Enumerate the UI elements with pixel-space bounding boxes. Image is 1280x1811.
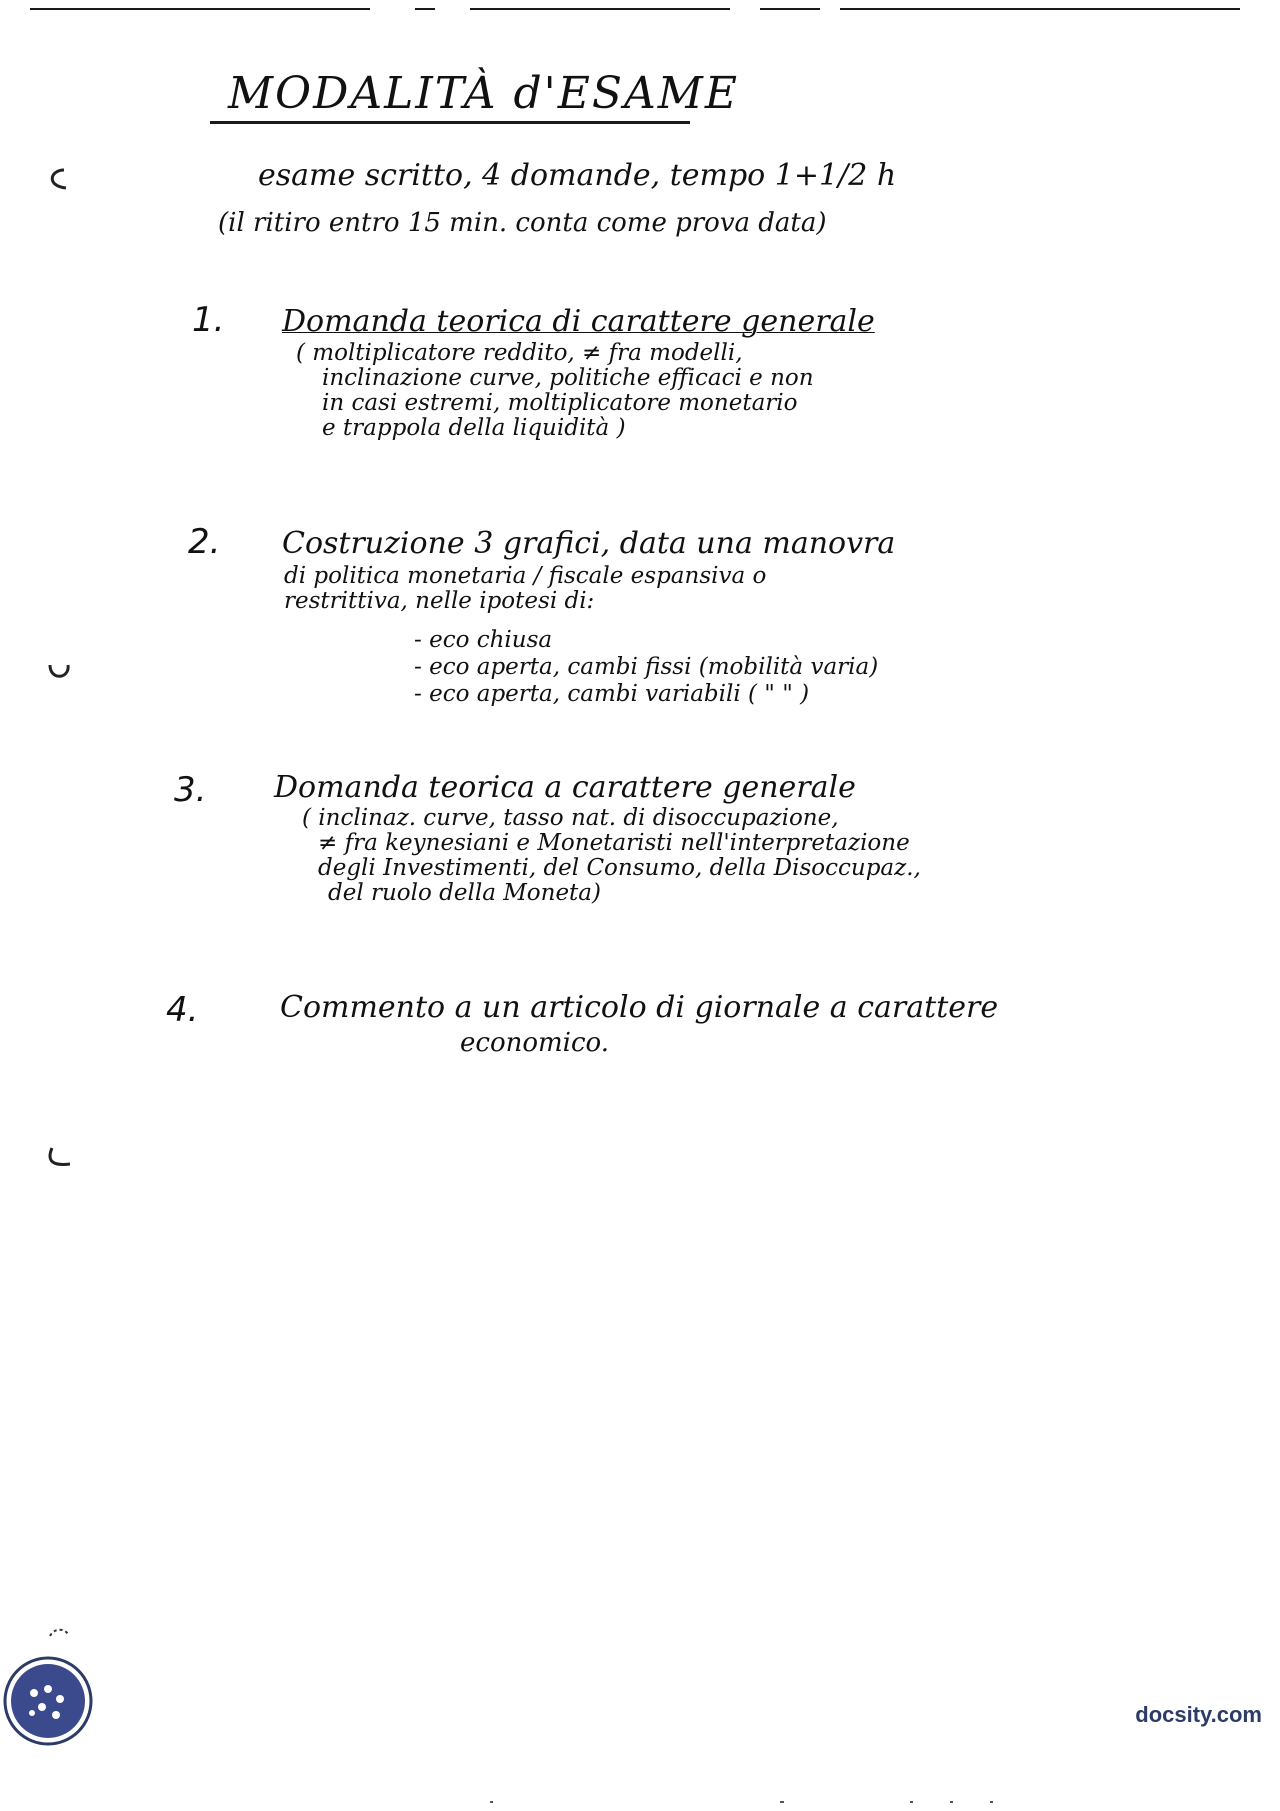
punch-hole-icon (44, 1626, 70, 1652)
item-number: 3. (174, 770, 207, 810)
list-item: - eco aperta, cambi variabili ( " " ) (414, 681, 810, 707)
bottom-scan-marks (490, 1800, 1030, 1804)
punch-hole-icon (44, 166, 70, 192)
item-line: ≠ fra keynesiani e Monetaristi nell'interpretazione (318, 830, 910, 856)
list-item: - eco chiusa (414, 627, 553, 653)
item-heading: Costruzione 3 grafici, data una manovra (282, 526, 896, 561)
item-number: 1. (192, 300, 225, 340)
item-line: inclinazione curve, politiche efficaci e non (322, 365, 814, 391)
item-line: del ruolo della Moneta) (328, 880, 601, 906)
list-item: - eco aperta, cambi fissi (mobilità varia) (414, 654, 879, 680)
item-heading: Domanda teorica di carattere generale (282, 304, 875, 339)
item-line: di politica monetaria / fiscale espansiva o (284, 563, 767, 589)
item-line: in casi estremi, moltiplicatore monetario (322, 390, 798, 416)
item-line: ( inclinaz. curve, tasso nat. di disoccupazione, (302, 805, 839, 831)
top-rule (30, 8, 1250, 11)
punch-hole-icon (46, 655, 72, 681)
item-number: 4. (166, 990, 199, 1030)
item-line: ( moltiplicatore reddito, ≠ fra modelli, (296, 340, 743, 366)
title-underline (210, 121, 690, 124)
intro-line-2: (il ritiro entro 15 min. conta come prova data) (218, 208, 827, 238)
item-line: degli Investimenti, del Consumo, della Disoccupaz., (318, 855, 921, 881)
docsity-logo-icon (2, 1655, 94, 1747)
page-title: MODALITÀ d'ESAME (228, 68, 739, 119)
item-line: economico. (460, 1028, 609, 1058)
item-heading: Commento a un articolo di giornale a carattere (280, 990, 999, 1025)
punch-hole-icon (44, 1144, 70, 1170)
intro-line-1: esame scritto, 4 domande, tempo 1+1/2 h (258, 158, 897, 193)
docsity-watermark: docsity.com (1135, 1702, 1262, 1727)
item-number: 2. (188, 522, 221, 562)
item-line: e trappola della liquidità ) (322, 415, 626, 441)
item-line: restrittiva, nelle ipotesi di: (284, 588, 595, 614)
item-heading: Domanda teorica a carattere generale (274, 770, 856, 805)
